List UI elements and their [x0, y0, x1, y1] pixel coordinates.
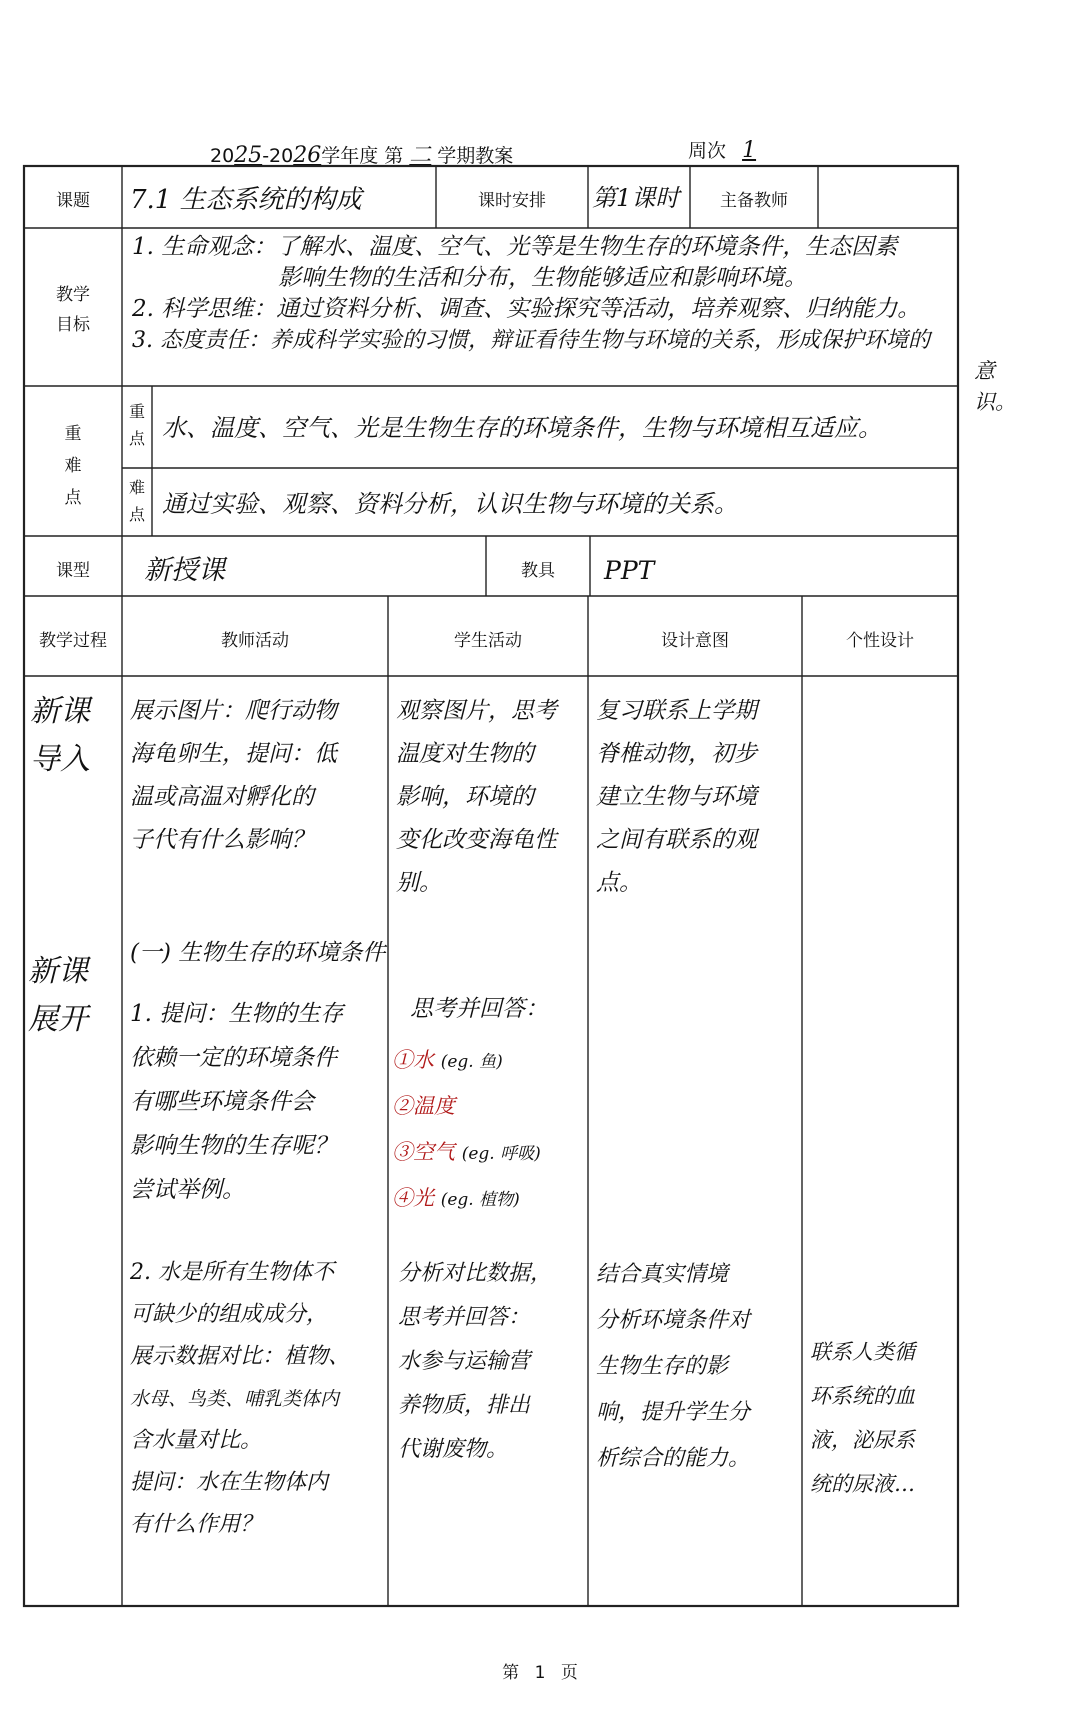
- text-line: 子代有什么影响？: [130, 827, 314, 853]
- page-prefix: 第: [502, 1663, 520, 1683]
- year-prefix-1: 20: [210, 145, 235, 167]
- tools-value: PPT: [604, 556, 655, 585]
- goal-item: 2. 科学思维：通过资料分析、调查、实验探究等活动，培养观察、归纳能力。: [132, 296, 921, 322]
- q2-design: [596, 1252, 800, 1482]
- text-line: 复习联系上学期: [596, 698, 757, 724]
- week-field: [688, 136, 774, 163]
- year-suffix: 学年度 第: [321, 145, 404, 167]
- key-point-label-1: 重: [128, 402, 145, 421]
- year-separator: -20: [262, 145, 294, 167]
- q2-student: [398, 1252, 586, 1472]
- topic-value: 7.1 生态系统的构成: [130, 185, 362, 215]
- keypoints-label-line3: 点: [64, 488, 82, 508]
- text-line: 影响，环境的: [396, 784, 534, 810]
- stage-intro-line1: 新课: [30, 694, 90, 729]
- q2-personal: [810, 1330, 956, 1506]
- item-word: 水: [413, 1048, 434, 1072]
- text-line: 联系人类循: [810, 1340, 915, 1364]
- week-value: 1: [742, 138, 757, 163]
- text-line: 代谢废物。: [398, 1437, 509, 1462]
- stage-development: [28, 948, 118, 1044]
- goals-label-line2: 目标: [56, 315, 90, 335]
- text-line: 变化改变海龟性: [396, 827, 557, 853]
- text-line: 温或高温对孵化的: [130, 784, 314, 810]
- stage-intro: [30, 688, 120, 784]
- list-item: [392, 1084, 588, 1130]
- key-point-label-2: 点: [128, 429, 145, 448]
- q1-student-intro: 思考并回答：: [410, 996, 548, 1022]
- text-line: 1. 提问：生物的生存: [130, 1001, 344, 1027]
- stage1-design: [596, 690, 800, 905]
- hard-point-label: [122, 474, 152, 528]
- stage1-teacher: [130, 690, 386, 862]
- text-line: 建立生物与环境: [596, 784, 757, 810]
- keypoints-label-line2: 难: [64, 456, 82, 476]
- hard-point-text: 通过实验、观察、资料分析，认识生物与环境的关系。: [162, 490, 738, 518]
- text-line: 养物质，排出: [398, 1393, 531, 1418]
- text-line: 分析环境条件对: [596, 1308, 751, 1333]
- process-col-personal: 个性设计: [846, 631, 914, 651]
- text-line: 统的尿液…: [810, 1472, 915, 1496]
- text-line: 水参与运输营: [398, 1349, 531, 1374]
- key-point-text: 水、温度、空气、光是生物生存的环境条件，生物与环境相互适应。: [162, 414, 882, 442]
- teacher-label: 主备教师: [720, 191, 788, 211]
- item-number: ③: [392, 1140, 413, 1164]
- hard-point-label-1: 难: [128, 478, 145, 497]
- keypoints-label-line1: 重: [64, 424, 82, 444]
- stage-intro-line2: 导入: [30, 742, 90, 777]
- text-line: 海龟卵生，提问：低: [130, 741, 337, 767]
- page-number: 1: [534, 1663, 546, 1683]
- text-line: 结合真实情境: [596, 1262, 729, 1287]
- process-col-stage: 教学过程: [39, 631, 107, 651]
- schedule-value: 第1课时: [592, 184, 680, 212]
- text-line: 脊椎动物，初步: [596, 741, 757, 767]
- text-line: 响，提升学生分: [596, 1400, 751, 1425]
- schedule-label: 课时安排: [478, 191, 546, 211]
- text-line: 尝试举例。: [130, 1177, 245, 1203]
- text-line: 可缺少的组成成分，: [130, 1302, 329, 1327]
- item-number: ④: [392, 1186, 413, 1210]
- text-line: 点。: [596, 870, 642, 896]
- year-fill-1: 25: [234, 143, 263, 168]
- text-line: 展示图片：爬行动物: [130, 698, 337, 724]
- text-line: 提问：水在生物体内: [130, 1470, 329, 1495]
- text-line: 2. 水是所有生物体不: [130, 1260, 334, 1285]
- keypoints-label: [24, 418, 122, 514]
- process-col-teacher: 教师活动: [221, 631, 289, 651]
- item-word: 空气: [413, 1140, 455, 1164]
- goals-label-line1: 教学: [56, 285, 90, 305]
- page-footer: [0, 1658, 1080, 1683]
- list-item: [392, 1130, 588, 1176]
- plan-suffix: 学期教案: [437, 145, 514, 167]
- text-line: 观察图片，思考: [396, 698, 557, 724]
- goal-item: 3. 态度责任：养成科学实验的习惯，辩证看待生物与环境的关系，形成保护环境的: [132, 328, 930, 353]
- q1-teacher: [130, 992, 386, 1212]
- text-line: 有哪些环境条件会: [130, 1089, 314, 1115]
- q1-answer-list: [392, 1038, 588, 1222]
- goal-item: 意识。: [974, 359, 1016, 414]
- goal-item: 1. 生命观念：了解水、温度、空气、光等是生物生存的环境条件，生态因素: [132, 234, 898, 260]
- key-point-label: [122, 398, 152, 452]
- stage-development-line2: 展开: [28, 1002, 88, 1037]
- list-item: [392, 1176, 588, 1222]
- text-line: 水母、鸟类、哺乳类体内: [130, 1388, 340, 1410]
- text-line: 思考并回答：: [398, 1305, 531, 1330]
- text-line: 别。: [396, 870, 442, 896]
- section-title: (一) 生物生存的环境条件: [130, 940, 386, 966]
- text-line: 环系统的血: [810, 1384, 915, 1408]
- text-line: 分析对比数据，: [398, 1261, 553, 1286]
- topic-label: 课题: [56, 191, 90, 211]
- process-col-student: 学生活动: [454, 631, 522, 651]
- text-line: 之间有联系的观: [596, 827, 757, 853]
- item-number: ①: [392, 1048, 413, 1072]
- year-fill-2: 26: [293, 143, 322, 168]
- process-col-design: 设计意图: [661, 631, 729, 651]
- stage-development-line1: 新课: [28, 954, 88, 989]
- goals-label: [24, 280, 122, 340]
- item-note: (eg. 鱼): [440, 1052, 503, 1072]
- plan-header: [210, 138, 513, 169]
- type-value: 新授课: [144, 555, 225, 586]
- hard-point-label-2: 点: [128, 505, 145, 524]
- text-line: 影响生物的生存呢？: [130, 1133, 337, 1159]
- item-note: (eg. 呼吸): [461, 1144, 541, 1164]
- item-number: ②: [392, 1094, 413, 1118]
- text-line: 有什么作用？: [130, 1512, 263, 1537]
- page-suffix: 页: [560, 1663, 578, 1683]
- type-label: 课型: [56, 561, 90, 581]
- stage1-student: [396, 690, 586, 905]
- text-line: 温度对生物的: [396, 741, 534, 767]
- term-fill: 二: [409, 143, 432, 168]
- goal-item: 影响生物的生活和分布，生物能够适应和影响环境。: [278, 265, 807, 291]
- text-line: 生物生存的影: [596, 1354, 729, 1379]
- item-note: (eg. 植物): [440, 1190, 520, 1210]
- text-line: 析综合的能力。: [596, 1446, 751, 1471]
- q2-teacher: [130, 1252, 386, 1546]
- week-label: 周次: [688, 140, 727, 162]
- tools-label: 教具: [521, 561, 555, 581]
- item-word: 光: [413, 1186, 434, 1210]
- goals-list: [132, 232, 1016, 418]
- list-item: [392, 1038, 588, 1084]
- item-word: 温度: [413, 1094, 455, 1118]
- text-line: 依赖一定的环境条件: [130, 1045, 337, 1071]
- text-line: 液，泌尿系: [810, 1428, 915, 1452]
- text-line: 展示数据对比：植物、: [130, 1344, 351, 1369]
- text-line: 含水量对比。: [130, 1428, 263, 1453]
